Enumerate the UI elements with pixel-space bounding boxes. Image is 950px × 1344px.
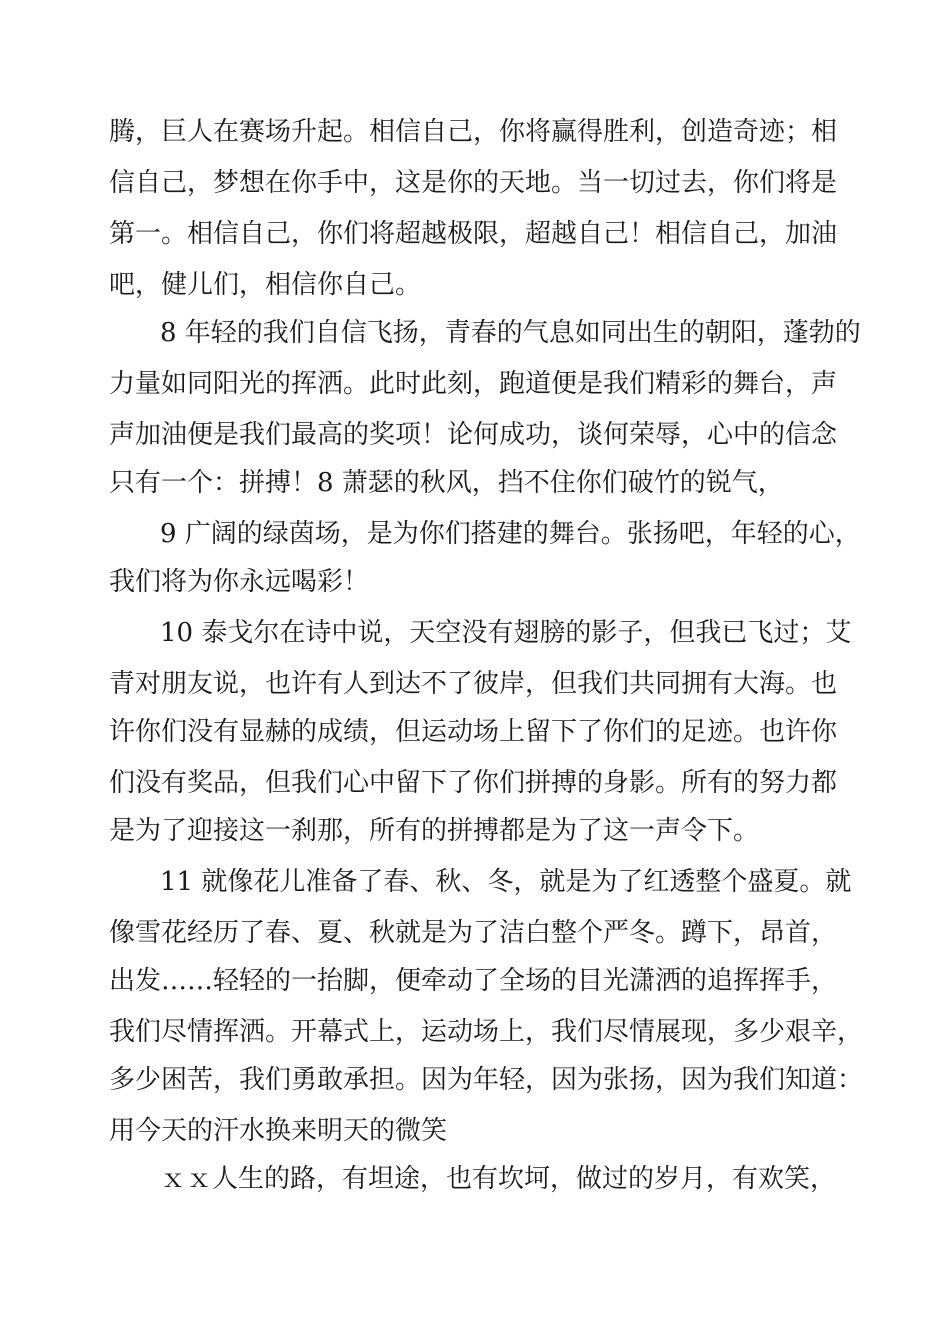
text-line: 青对朋友说，也许有人到达不了彼岸，但我们共同拥有大海。也 — [109, 669, 838, 699]
text-line: 们没有奖品，但我们心中留下了你们拼搏的身影。所有的努力都 — [109, 768, 838, 798]
text-line: 力量如同阳光的挥洒。此时此刻，跑道便是我们精彩的舞台，声 — [109, 369, 838, 399]
paragraph-start-line: 8 年轻的我们自信飞扬，青春的气息如同出生的朝阳，蓬勃的 — [160, 318, 861, 348]
text-line: 第一。相信自己，你们将超越极限，超越自己！相信自己，加油 — [109, 219, 838, 249]
text-line: 我们尽情挥洒。开幕式上，运动场上，我们尽情展现，多少艰辛， — [109, 1017, 864, 1047]
paragraph-start-line: 11 就像花儿准备了春、秋、冬，就是为了红透整个盛夏。就 — [160, 867, 852, 897]
text-line: 我们将为你永远喝彩！ — [109, 567, 370, 597]
text-line: 声加油便是我们最高的奖项！论何成功，谈何荣辱，心中的信念 — [109, 420, 838, 450]
text-line: 多少困苦，我们勇敢承担。因为年轻，因为张扬，因为我们知道： — [109, 1065, 864, 1095]
paragraph-start-line: 9 广阔的绿茵场，是为你们搭建的舞台。张扬吧，年轻的心， — [160, 519, 861, 549]
text-line: 信自己，梦想在你手中，这是你的天地。当一切过去，你们将是 — [109, 168, 838, 198]
text-line: 只有一个：拼搏！8 萧瑟的秋风，挡不住你们破竹的锐气， — [109, 468, 784, 498]
paragraph-start-line: 10 泰戈尔在诗中说，天空没有翅膀的影子，但我已飞过；艾 — [160, 618, 852, 648]
text-line: 腾，巨人在赛场升起。相信自己，你将赢得胜利，创造奇迹；相 — [109, 117, 838, 147]
text-line: 吧，健儿们，相信你自己。 — [109, 270, 422, 300]
text-line: 出发……轻轻的一抬脚，便牵动了全场的目光潇洒的追挥挥手， — [109, 966, 838, 996]
text-line: 像雪花经历了春、夏、秋就是为了洁白整个严冬。蹲下，昂首， — [109, 918, 838, 948]
paragraph-start-line: ｘｘ人生的路，有坦途，也有坎坷，做过的岁月，有欢笑， — [160, 1164, 837, 1194]
text-line: 用今天的汗水换来明天的微笑 — [109, 1116, 448, 1146]
text-line: 是为了迎接这一刹那，所有的拼搏都是为了这一声令下。 — [109, 816, 760, 846]
text-line: 许你们没有显赫的成绩，但运动场上留下了你们的足迹。也许你 — [109, 717, 838, 747]
